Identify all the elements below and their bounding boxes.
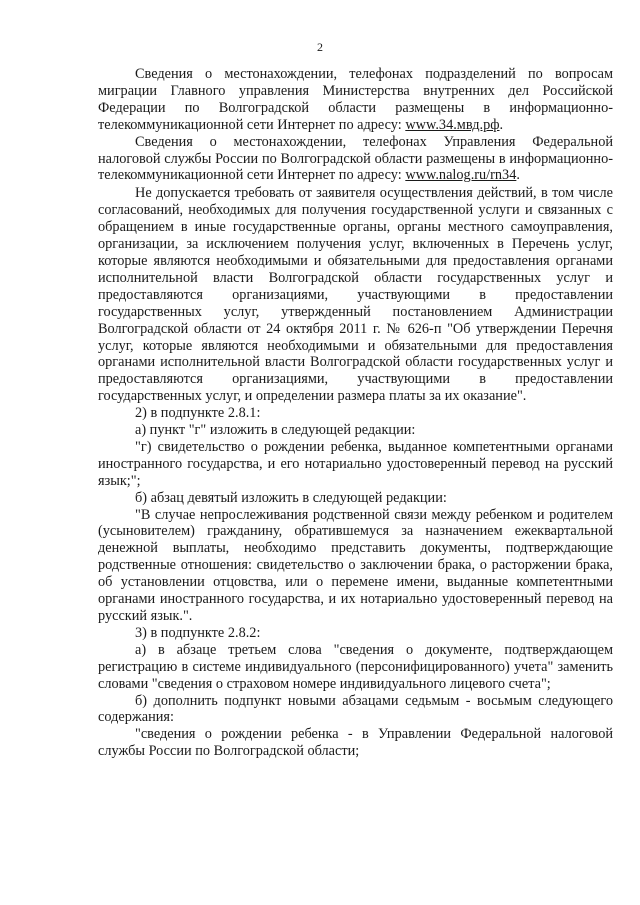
paragraph-text: . [499, 116, 504, 133]
paragraph-item-3b: б) дополнить подпункт новыми абзацами седьмым - восьмым следующего содержания: [98, 692, 613, 726]
paragraph-item-3b-text: "сведения о рождении ребенка - в Управлении Федеральной налоговой службы России по Волгоградской области; [98, 726, 613, 760]
paragraph-text: . [516, 167, 520, 184]
paragraph-text: Сведения о местонахождении, телефонах подразделений по вопросам миграции Главного управления Министерства внутренних дел Российской Федерации по Волгоградской области размещены в информационно-телекоммуникационной сети Интернет по адресу: [98, 66, 613, 133]
paragraph-tax-contacts [98, 134, 613, 185]
paragraph-item-2a-text: "г) свидетельство о рождении ребенка, выданное компетентными органами иностранного государства, и его нотариально удостоверенный перевод на русский язык;"; [98, 438, 613, 489]
paragraph-item-2a: а) пункт "г" изложить в следующей редакции: [135, 422, 416, 439]
paragraph-text: Сведения о местонахождении, телефонах Управления Федеральной налоговой службы России по Волгоградской области размещены в информационно-телекоммуникационной сети Интернет по адресу: [98, 133, 613, 184]
paragraph-item-3a: а) в абзаце третьем слова "сведения о документе, подтверждающем регистрацию в системе индивидуального (персонифицированного) учета" заменить словами "сведения о страховом номере индивидуального лицевого счета"; [98, 641, 613, 692]
paragraph-item-2b-text: "В случае непрослеживания родственной связи между ребенком и родителем (усыновителем) гражданину, обратившемуся за назначением ежеквартальной денежной выплаты, необходимо представить документы, подтверждающие родственные отношения: свидетельство о заключении брака, о расторжении брака, об установлении отцовства, или о перемене имени, выданные компетентными органами иностранного государства, и их нотариально удостоверенный перевод на русский язык.". [98, 506, 613, 624]
page-number: 2 [317, 40, 323, 54]
paragraph-migration-contacts [98, 66, 613, 134]
paragraph-prohibition: Не допускается требовать от заявителя осуществления действий, в том числе согласований, необходимых для получения государственной услуги и связанных с обращением в иные государственные органы, органы местного самоуправления, организации, за исключением получения услуг, включенных в Перечень услуг, которые являются необходимыми и обязательными для предоставления органами исполнительной власти Волгоградской области государственных услуг и предоставляются организациями, участвующими в предоставлении государственных услуг, утвержденный постановлением Администрации Волгоградской области от 24 октября 2011 г. № 626-п "Об утверждении Перечня услуг, которые являются необходимыми и обязательными для предоставления органами исполнительной власти Волгоградской области государственных услуг и предоставляются организациями, участвующими в предоставлении государственных услуг, и определении размера платы за их оказание". [98, 185, 613, 405]
paragraph-item-2b: б) абзац девятый изложить в следующей редакции: [135, 489, 447, 506]
document-body [98, 66, 613, 760]
migration-website-link[interactable]: www.34.мвд.рф [405, 116, 500, 133]
paragraph-item-3: 3) в подпункте 2.8.2: [135, 624, 261, 641]
tax-website-link[interactable]: www.nalog.ru/rn34 [405, 167, 517, 184]
paragraph-item-2: 2) в подпункте 2.8.1: [135, 405, 261, 422]
